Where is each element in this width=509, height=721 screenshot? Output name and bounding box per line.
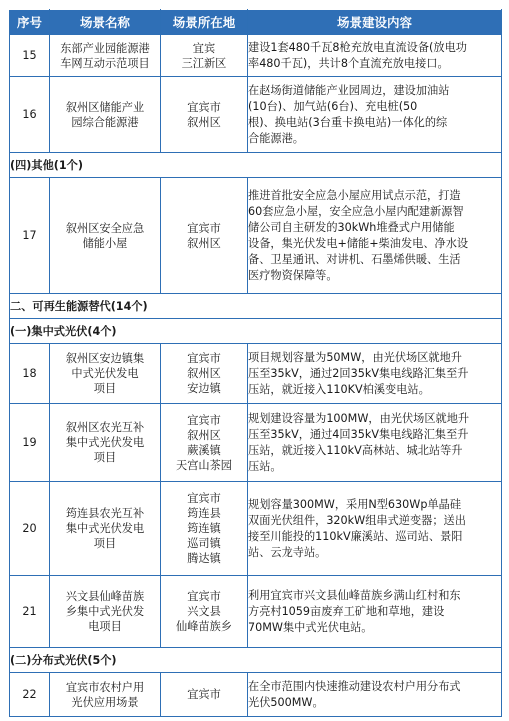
scene-content-line: 在全市范围内快速推动建设农村户用分布式 bbox=[248, 679, 461, 693]
scene-name-line: 项目 bbox=[93, 451, 117, 464]
scene-content-line: 项目规划容量为50MW，由光伏场区就地升 bbox=[248, 350, 462, 364]
scene-location bbox=[161, 673, 248, 717]
scene-location-line: 兴文县 bbox=[187, 605, 221, 618]
scene-name-line: 光伏应用场景 bbox=[71, 695, 139, 709]
scene-name-line: 叙州区储能产业 bbox=[65, 100, 145, 114]
scene-location-line: 宜宾 bbox=[192, 41, 216, 55]
scene-content-line: 推进首批安全应急小屋应用试点示范，打造 bbox=[248, 188, 461, 202]
scene-content-line: 压至35kV，通过2回35kV集电线路汇集至升 bbox=[248, 366, 469, 380]
scene-name-line: 集中式光伏发电 bbox=[65, 436, 145, 449]
scene-content bbox=[248, 404, 502, 482]
scene-location-line: 叙州区 bbox=[187, 428, 221, 442]
section-row bbox=[10, 153, 502, 178]
scene-content-line: 光伏500MW。 bbox=[248, 695, 324, 709]
scene-name-line: 电项目 bbox=[88, 620, 122, 633]
scene-name bbox=[50, 178, 161, 294]
scene-name bbox=[50, 35, 161, 77]
scene-name-line: 叙州区农光互补 bbox=[65, 421, 145, 434]
scene-name-line: 叙州区安边镇集 bbox=[65, 352, 145, 365]
scene-location-line: 宜宾市 bbox=[187, 492, 221, 505]
scene-name bbox=[50, 576, 161, 648]
scene-name-line: 园综合能源港 bbox=[71, 115, 139, 129]
scene-content-line: 储公司自主研发的30kWh堆叠式户用储能 bbox=[248, 220, 455, 234]
scene-content-line: 合能源港。 bbox=[248, 131, 304, 145]
scene-name-line: 车网互动示范项目 bbox=[60, 56, 150, 70]
scene-content-line: 率480千瓦)，共计8个直流充放电接口。 bbox=[248, 56, 449, 70]
scene-location-line: 叙州区 bbox=[187, 115, 221, 129]
scene-name bbox=[50, 482, 161, 576]
scene-location-line: 宜宾市 bbox=[187, 590, 221, 603]
header-location: 场景所在地 bbox=[161, 10, 248, 35]
scene-location-line: 宜宾市 bbox=[187, 221, 221, 235]
scene-content-line: 规划容量300MW，采用N型630Wp单晶硅 bbox=[248, 497, 462, 511]
scene-location-line: 腾达镇 bbox=[187, 552, 221, 565]
scene-location-line: 叙州区 bbox=[187, 367, 221, 380]
table-row bbox=[10, 344, 502, 404]
row-number: 22 bbox=[10, 673, 50, 717]
scene-location bbox=[161, 178, 248, 294]
scene-location-line: 三江新区 bbox=[181, 56, 227, 70]
header-row bbox=[10, 10, 502, 35]
scene-content-line: 压站，就近接入110kV高林站、城北站等升 bbox=[248, 443, 463, 457]
row-number: 20 bbox=[10, 482, 50, 576]
scene-name-line: 叙州区安全应急 bbox=[65, 221, 145, 235]
section-label: (一)集中式光伏(4个) bbox=[10, 319, 502, 344]
scene-content-line: 70MW集中式光伏电站。 bbox=[248, 620, 373, 634]
project-table bbox=[9, 9, 502, 717]
scene-name-line: 乡集中式光伏发 bbox=[65, 605, 145, 618]
header-name: 场景名称 bbox=[50, 10, 161, 35]
scene-name bbox=[50, 77, 161, 153]
section-row bbox=[10, 319, 502, 344]
scene-content-line: 60套应急小屋，安全应急小屋内配建新源智 bbox=[248, 204, 464, 218]
scene-location bbox=[161, 576, 248, 648]
table-body bbox=[10, 35, 502, 717]
scene-content-line: 备、卫星通讯、对讲机、石墨烯供暖、生活 bbox=[248, 252, 461, 266]
scene-content-line: 设备，集光伏发电+储能+柴油发电、净水设 bbox=[248, 236, 469, 250]
section-row bbox=[10, 648, 502, 673]
scene-location-line: 安边镇 bbox=[187, 382, 221, 395]
scene-content-line: 接至川能投的110kV廉溪站、巡司站、景阳 bbox=[248, 529, 463, 543]
scene-content-line: 医疗物资保障等。 bbox=[248, 268, 338, 282]
table-row bbox=[10, 35, 502, 77]
scene-name-line: 宜宾市农村户用 bbox=[65, 680, 145, 694]
scene-location-line: 宜宾市 bbox=[187, 413, 221, 427]
table-row bbox=[10, 576, 502, 648]
scene-location-line: 筠连县 bbox=[187, 507, 221, 520]
scene-content-line: (10台)、加气站(6台)、充电桩(50 bbox=[248, 99, 418, 113]
scene-location-line: 巡司镇 bbox=[187, 537, 221, 550]
table-row bbox=[10, 77, 502, 153]
scene-location bbox=[161, 404, 248, 482]
section-label: 二、可再生能源替代(14个) bbox=[10, 294, 502, 319]
scene-location-line: 宜宾市 bbox=[187, 100, 221, 114]
scene-content-line: 站、云龙寺站。 bbox=[248, 545, 327, 559]
scene-location bbox=[161, 344, 248, 404]
row-number: 21 bbox=[10, 576, 50, 648]
scene-name bbox=[50, 673, 161, 717]
row-number: 18 bbox=[10, 344, 50, 404]
scene-name-line: 集中式光伏发电 bbox=[65, 522, 145, 535]
header-no: 序号 bbox=[10, 10, 50, 35]
scene-content-line: 利用宜宾市兴文县仙峰苗族乡满山红村和东 bbox=[248, 588, 461, 602]
scene-location-line: 叙州区 bbox=[187, 236, 221, 250]
row-number: 17 bbox=[10, 178, 50, 294]
section-row bbox=[10, 294, 502, 319]
scene-location-line: 天宫山茶园 bbox=[176, 458, 232, 472]
scene-name-line: 兴文县仙峰苗族 bbox=[65, 590, 145, 603]
row-number: 15 bbox=[10, 35, 50, 77]
scene-content-line: 规划建设容量为100MW，由光伏场区就地升 bbox=[248, 411, 470, 425]
scene-location-line: 筠连镇 bbox=[187, 522, 221, 535]
scene-name-line: 东部产业园能源港 bbox=[60, 41, 150, 55]
scene-location-line: 仙峰苗族乡 bbox=[176, 620, 232, 633]
scene-name bbox=[50, 404, 161, 482]
scene-content bbox=[248, 77, 502, 153]
scene-location-line: 宜宾市 bbox=[187, 688, 221, 701]
scene-content-line: 压站，就近接入110KV柏溪变电站。 bbox=[248, 382, 430, 396]
header-content: 场景建设内容 bbox=[248, 10, 502, 35]
row-number: 19 bbox=[10, 404, 50, 482]
scene-content bbox=[248, 576, 502, 648]
scene-content bbox=[248, 482, 502, 576]
scene-content-line: 双面光伏组件，320kW组串式逆变器；送出 bbox=[248, 513, 466, 527]
scene-content bbox=[248, 344, 502, 404]
scene-location bbox=[161, 35, 248, 77]
scene-content-line: 压站。 bbox=[248, 459, 282, 473]
table-row bbox=[10, 404, 502, 482]
section-label: (四)其他(1个) bbox=[10, 153, 502, 178]
scene-content-line: 建设1套480千瓦8枪充放电直流设备(放电功 bbox=[248, 40, 467, 54]
scene-name-line: 筠连县农光互补 bbox=[65, 507, 145, 520]
table-row bbox=[10, 673, 502, 717]
scene-location bbox=[161, 482, 248, 576]
scene-name bbox=[50, 344, 161, 404]
scene-content-line: 压至35kV，通过4回35kV集电线路汇集至升 bbox=[248, 427, 469, 441]
scene-content-line: 根)、换电站(3台重卡换电站)一体化的综 bbox=[248, 115, 448, 129]
scene-content bbox=[248, 673, 502, 717]
scene-location-line: 宜宾市 bbox=[187, 352, 221, 365]
scene-name-line: 储能小屋 bbox=[82, 236, 128, 250]
scene-content bbox=[248, 178, 502, 294]
scene-name-line: 项目 bbox=[93, 382, 117, 395]
scene-content-line: 方亮村1059亩废弃工矿地和草地，建设 bbox=[248, 604, 445, 618]
scene-name-line: 中式光伏发电 bbox=[71, 367, 139, 380]
table-row bbox=[10, 178, 502, 294]
scene-location bbox=[161, 77, 248, 153]
scene-content bbox=[248, 35, 502, 77]
scene-content-line: 在赵场街道储能产业园周边，建设加油站 bbox=[248, 83, 450, 97]
section-label: (二)分布式光伏(5个) bbox=[10, 648, 502, 673]
row-number: 16 bbox=[10, 77, 50, 153]
scene-name-line: 项目 bbox=[93, 537, 117, 550]
scene-location-line: 蕨溪镇 bbox=[187, 443, 221, 457]
table-row bbox=[10, 482, 502, 576]
